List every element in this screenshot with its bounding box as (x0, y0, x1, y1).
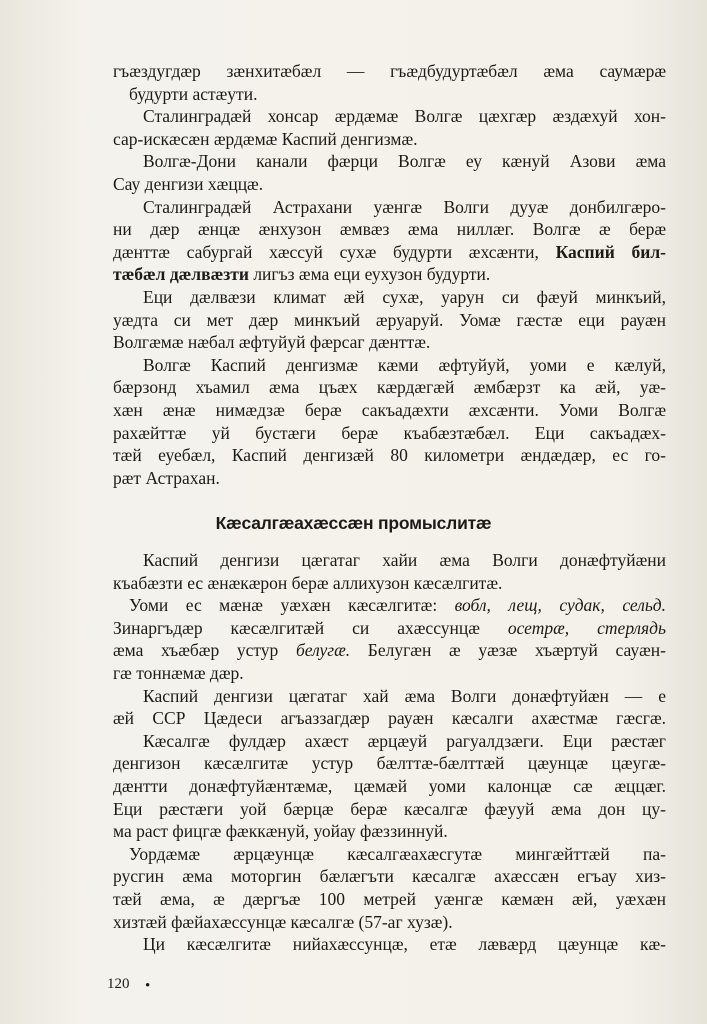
text-line: Кæсалгæ фулдæр ахæст æрцæуй рагуалдзæги. Еци рæстæг (143, 730, 666, 751)
text-line: Зинаргъдæр кæсæлгитæй си ахæссунцæ осетрæ, стерлядь (113, 617, 666, 638)
text-line: Уоми ес мæнæ уæхæн кæсæлгитæ: вобл, лещ, судак, сельд. (129, 595, 667, 616)
printer-mark: • (145, 978, 151, 994)
text-line: Волгæ-Дони канали фæрци Волгæ еу кæнуй Азови æма (143, 151, 666, 172)
text-line: хæн æнæ нимæдзæ берæ сакъадæхти æхсæнти. Уоми Волгæ (113, 399, 666, 420)
text-line: Уордæмæ æрцæунцæ кæсалгæахæсгутæ мингæйттæй па- (129, 843, 666, 864)
text-line: тæбæл дæлвæзти лигъз æма еци еухузон будурти. (113, 264, 491, 285)
text-line: гæ тоннæмæ дæр. (113, 662, 244, 683)
text-line: Сталинградæй хонсар æрдæмæ Волгæ цæхгæр æздæхуй хон- (143, 106, 666, 127)
text-line: Каспий денгизи цæгатаг хайи æма Волги донæфтуйæни (143, 550, 666, 570)
text-line: тæй æма, æ дæргъæ 100 метрей уæнгæ кæмæн æй, уæхæн (113, 888, 666, 909)
page-number: 120 (107, 976, 130, 992)
body-text-lower (113, 549, 666, 956)
text-line: Сау денгизи хæццæ. (113, 173, 264, 194)
text-line: Еци рæстæги уой бæрцæ берæ кæсалгæ фæууй æма дон цу- (113, 798, 666, 819)
text-line: Ци кæсæлгитæ нийахæссунцæ, етæ лæвæрд цæунцæ кæ- (143, 934, 666, 955)
text-line: Еци дæлвæзи климат æй сухæ, уарун си фæуй минкъий, (143, 286, 666, 307)
text-line: рæт Астрахан. (113, 467, 220, 488)
text-line: Каспий денгизи цæгатаг хай æма Волги донæфтуйæн — е (143, 685, 666, 706)
text-line: гъæздугдæр зæнхитæбæл — гъæдбудуртæбæл æма саумæрæ (113, 61, 666, 81)
text-line: къабæзти ес æнæкæрон берæ аллихузон кæсæлгитæ. (113, 572, 503, 593)
text-line: русгин æма моторгин бæлæгъти кæсалгæ ахæссæн егъау хиз- (113, 866, 666, 887)
text-line: тæй еуебæл, Каспий денгизæй 80 километри æндæдæр, ес го- (113, 445, 666, 466)
text-line: уæдта си мет дæр минкъий æруаруй. Уомæ гæстæ еци рауæн (113, 309, 666, 330)
text-line: ни дæр æнцæ æнхузон æмвæз æма ниллæг. Волгæ æ берæ (113, 219, 666, 240)
text-line: æма хъæбæр устур белугæ. Белугæн æ уæзæ хъæртуй сауæн- (113, 640, 666, 661)
text-line: Сталинградæй Астрахани уæнгæ Волги дууæ донбилгæро- (143, 196, 666, 217)
text-line: дæнттæ сабургай хæссуй сухæ будурти æхсæнти, Каспий бил- (113, 241, 666, 262)
text-line: дæнтти донæфтуйæнтæмæ, цæмæй уоми калонцæ сæ æццæг. (113, 775, 666, 796)
text-line: сар-искæсæн æрдæмæ Каспий денгизмæ. (113, 128, 418, 149)
section-heading: Кæсалгæахæссæн промыслитæ (215, 513, 492, 533)
text-line: æй ССР Цæдеси агъаззагдæр рауæн кæсалги ахæстмæ гæсгæ. (113, 708, 666, 729)
text-line: денгизон кæсæлгитæ устур бæлттæ-бæлттæй цæунцæ цæугæ- (113, 753, 666, 774)
text-line: ма раст фицгæ фæккæнуй, уойау фæззиннуй. (113, 821, 448, 842)
body-text-upper (113, 60, 666, 489)
text-line: рахæйттæ уй бустæги берæ къабæзтæбæл. Еци сакъадæх- (113, 422, 666, 443)
text-line: Волгæмæ нæбал æфтуйуй фæрсаг дæнттæ. (113, 332, 431, 353)
text-line: будурти астæути. (129, 83, 258, 104)
text-line: Волгæ Каспий денгизмæ кæми æфтуйуй, уоми е кæлуй, (143, 354, 666, 375)
text-line: бæрзонд хъамил æма цъæх кæрдæгæй æмбæрзт ка æй, уæ- (113, 377, 666, 398)
text-line: хизтæй фæйахæссунцæ кæсалгæ (57-аг хузæ). (113, 911, 453, 932)
